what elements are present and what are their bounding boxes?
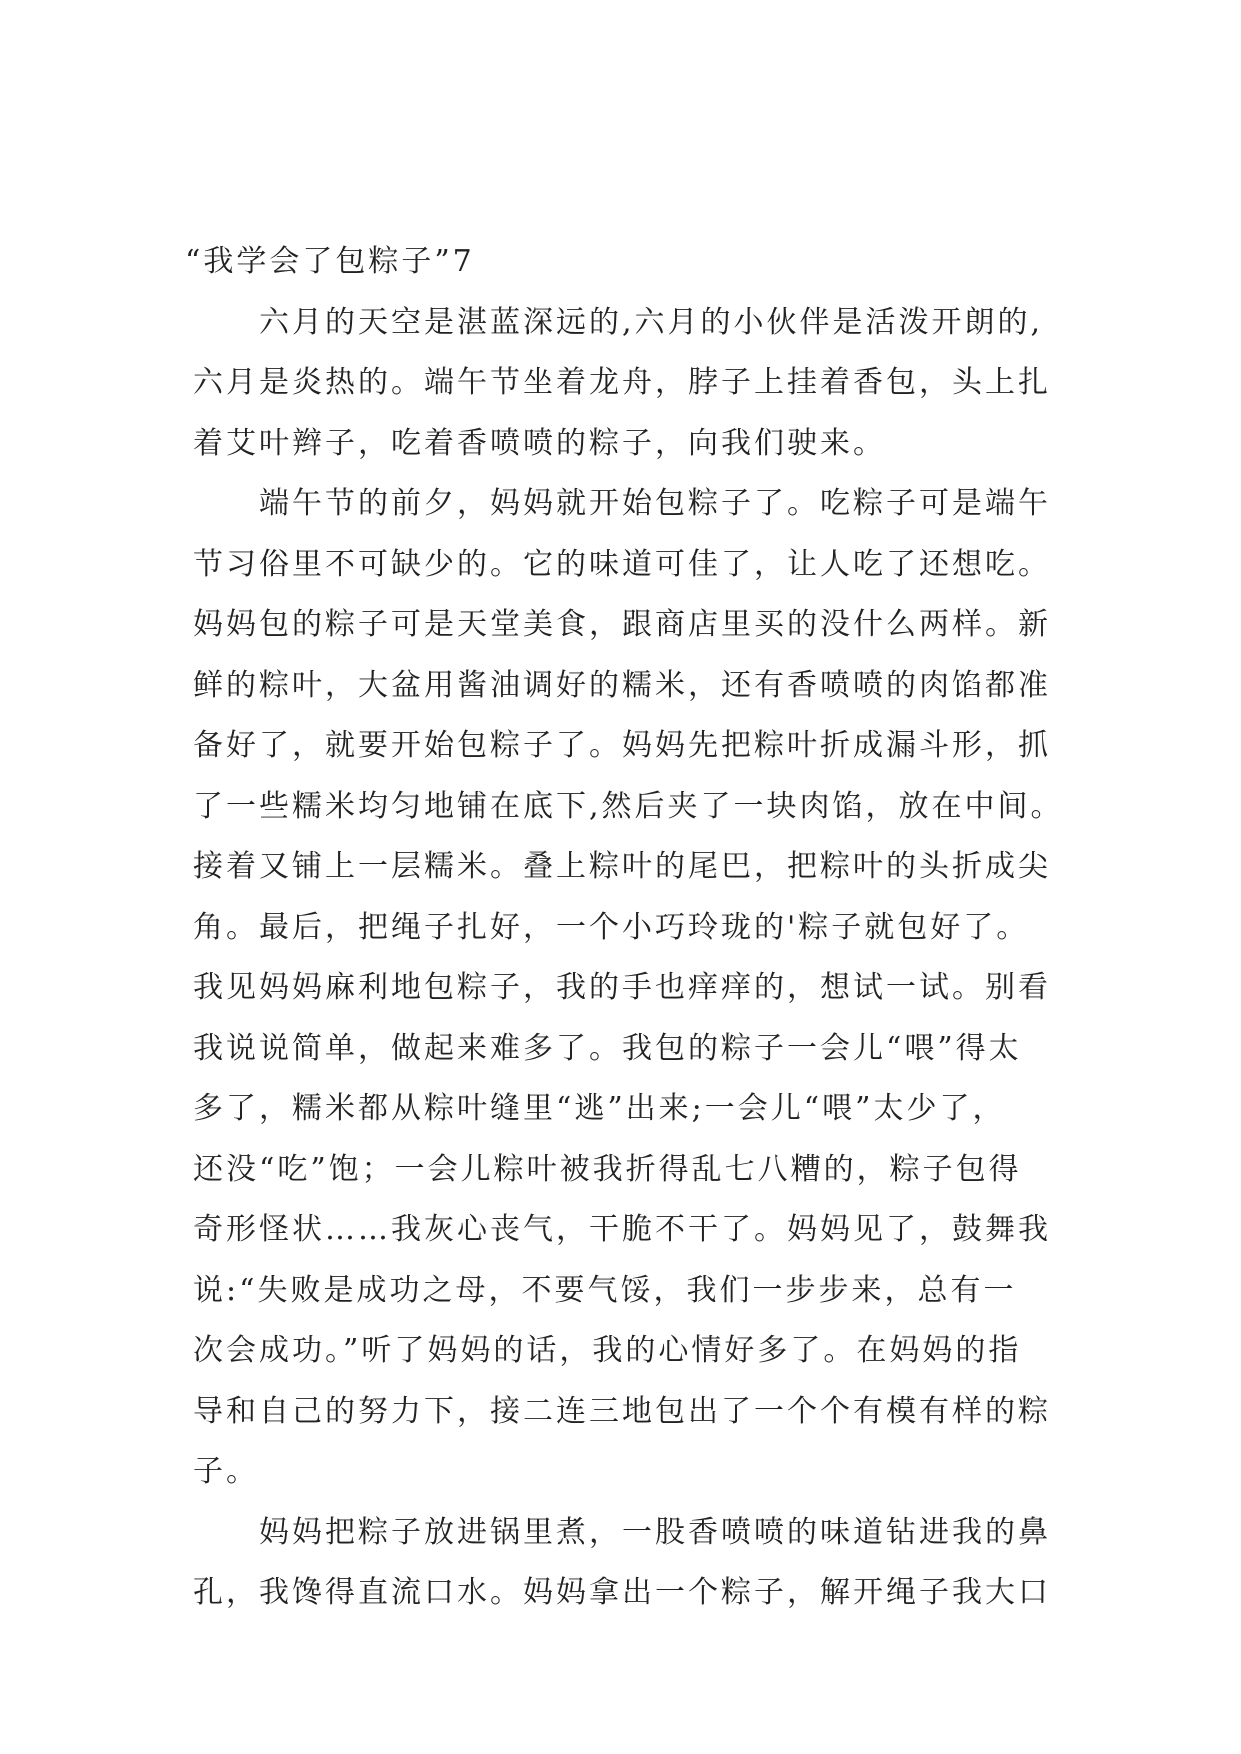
paragraph-line: 奇形怪状……我灰心丧气，干脆不干了。妈妈见了，鼓舞我 [193, 1212, 1051, 1247]
paragraph-line: 孔，我馋得直流口水。妈妈拿出一个粽子，解开绳子我大口 [193, 1575, 1051, 1610]
paragraph-line: 六月的天空是湛蓝深远的,六月的小伙伴是活泼开朗的, [259, 304, 1044, 340]
paragraph-line: 次会成功。”听了妈妈的话，我的心情好多了。在妈妈的指 [193, 1333, 1022, 1368]
paragraph-line: 接着又铺上一层糯米。叠上粽叶的尾巴，把粽叶的头折成尖 [193, 849, 1051, 884]
paragraph-line: 六月是炎热的。端午节坐着龙舟，脖子上挂着香包，头上扎 [193, 365, 1051, 400]
paragraph-line: 妈妈包的粽子可是天堂美食，跟商店里买的没什么两样。新 [193, 607, 1051, 642]
paragraph-3 [193, 1503, 1073, 1624]
paragraph-1 [193, 293, 1073, 475]
paragraph-line: 端午节的前夕，妈妈就开始包粽子了。吃粽子可是端午 [259, 486, 1051, 521]
paragraph-line: 了一些糯米均匀地铺在底下,然后夹了一块肉馅，放在中间。 [193, 788, 1064, 824]
paragraph-line: 还没“吃”饱；一会儿粽叶被我折得乱七八糟的，粽子包得 [193, 1151, 1022, 1187]
paragraph-line: 角。最后，把绳子扎好，一个小巧玲珑的'粽子就包好了。 [193, 909, 1030, 945]
document-title: “我学会了包粽子”7 [185, 244, 475, 279]
paragraph-line: 节习俗里不可缺少的。它的味道可佳了，让人吃了还想吃。 [193, 546, 1051, 582]
paragraph-line: 子。 [193, 1454, 259, 1489]
paragraph-line: 导和自己的努力下，接二连三地包出了一个个有模有样的粽 [193, 1393, 1051, 1429]
paragraph-line: 着艾叶辫子，吃着香喷喷的粽子，向我们驶来。 [193, 425, 886, 461]
paragraph-line: 鲜的粽叶，大盆用酱油调好的糯米，还有香喷喷的肉馅都准 [193, 667, 1051, 703]
paragraph-line: 我见妈妈麻利地包粽子，我的手也痒痒的，想试一试。别看 [193, 970, 1051, 1005]
paragraph-2 [193, 474, 1073, 1503]
paragraph-line: 妈妈把粽子放进锅里煮，一股香喷喷的味道钻进我的鼻 [259, 1514, 1051, 1550]
document-body [185, 232, 1073, 1624]
paragraph-line: 多了，糯米都从粽叶缝里“逃”出来;一会儿“喂”太少了， [193, 1091, 1006, 1126]
paragraph-line: 说:“失败是成功之母，不要气馁，我们一步步来，总有一 [193, 1272, 1017, 1308]
paragraph-line: 我说说简单，做起来难多了。我包的粽子一会儿“喂”得太 [193, 1030, 1022, 1066]
paragraph-line: 备好了，就要开始包粽子了。妈妈先把粽叶折成漏斗形，抓 [193, 728, 1051, 763]
